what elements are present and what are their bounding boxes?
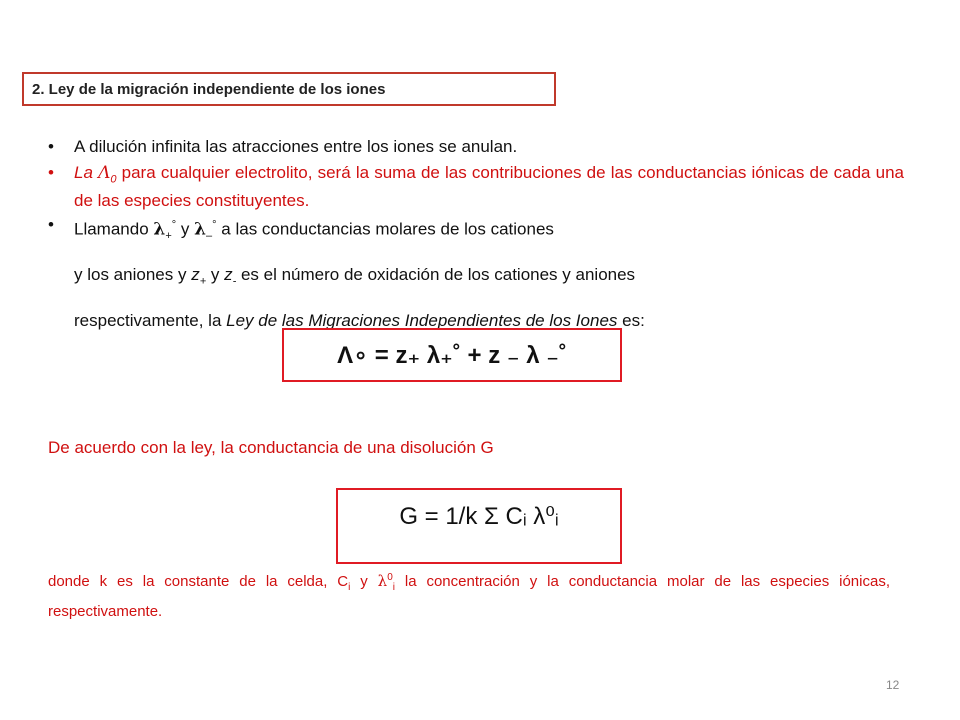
bullet-1-text: A dilución infinita las atracciones entre los iones se anulan. — [74, 137, 518, 156]
where-a: donde k es la constante de la celda, C — [48, 573, 349, 590]
section-title: 2. Ley de la migración independiente de los iones — [32, 80, 386, 98]
page-number: 12 — [886, 678, 900, 692]
z-minus: $z_-$ — [224, 265, 237, 288]
bullet-3 — [48, 214, 904, 247]
cont-1-c: es el número de oxidación de los cationes y aniones — [236, 265, 636, 285]
cont-2-c: es: — [617, 310, 645, 330]
z-plus: $z_+$ — [191, 265, 207, 288]
bullet-1 — [48, 136, 904, 158]
law-name: Ley de las Migraciones Independientes de los Iones — [226, 310, 618, 330]
agreement-text: De acuerdo con la ley, la conductancia de una disolución G — [48, 438, 494, 457]
cont-1-a: y los aniones y — [74, 265, 192, 285]
minus-sub: – — [206, 230, 213, 243]
cont-1-b: y — [206, 265, 225, 285]
degree-sup: ° — [171, 219, 177, 232]
formula-conductance: G = 1/k Σ Cᵢ λ⁰ᵢ — [336, 488, 622, 564]
lambda-cap-symbol: Λ — [98, 163, 111, 183]
degree-sup: ° — [212, 219, 217, 232]
where-c: la concentración y la conductancia molar de las especies iónicas, respectivamente. — [48, 573, 890, 620]
lambda-cap-subscript: 0 — [110, 173, 117, 186]
lambda-minus-symbol: λ — [194, 220, 207, 241]
bullet-dot-icon: • — [48, 163, 54, 182]
bullet-3-pre: Llamando — [74, 220, 154, 240]
formula-migration-law: Λ∘ = z₊ λ₊˚ + z ₋ λ ₋˚ — [282, 328, 622, 382]
bullet-dot-icon: • — [48, 137, 54, 156]
bullet-list — [48, 136, 904, 349]
bullet-3-post: a las conductancias molares de los cationes — [216, 220, 554, 240]
lambda-plus-symbol: λ — [153, 220, 166, 241]
section-title-box — [22, 72, 556, 106]
bullet-2 — [48, 162, 904, 212]
bullet-dot-icon: • — [48, 215, 54, 235]
where-b: y — [350, 573, 378, 590]
continuation-1 — [48, 264, 904, 292]
cont-2-a: respectivamente, la — [74, 310, 227, 330]
bullet-2-post: para cualquier electrolito, será la suma de las contribuciones de las conductancias iónicas de cada una de las especies constituyentes. — [74, 163, 904, 211]
lambda-symbol: λ — [377, 572, 388, 590]
bullet-3-mid: y — [176, 220, 195, 240]
definition-text: donde k es la constante de la celda, $C_i$ y $\lambda^0_i$ la concentración y la conductancia molar de las especies iónicas, respectivamente. — [48, 572, 890, 620]
bullet-2-pre: La — [74, 163, 99, 182]
plus-sub: + — [165, 230, 172, 243]
